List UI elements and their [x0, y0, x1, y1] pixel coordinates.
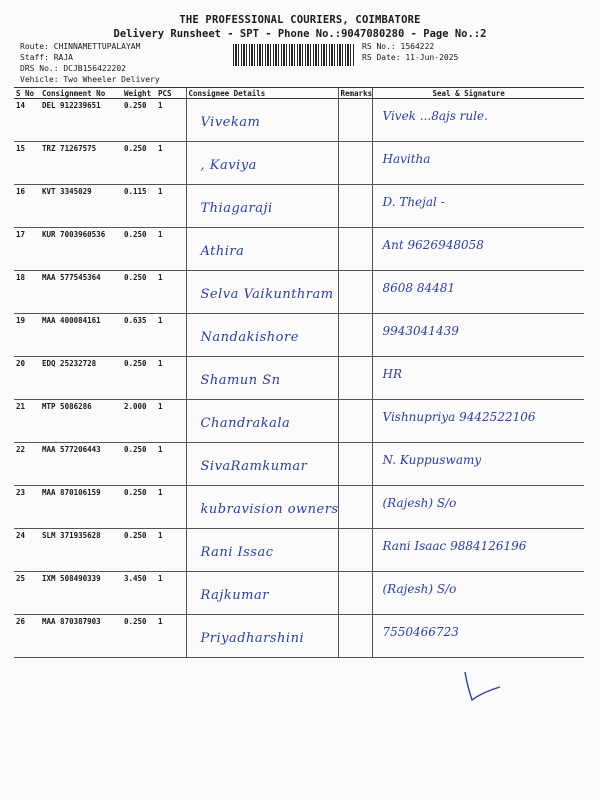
table-row [14, 142, 584, 185]
consignee-cell [186, 486, 338, 529]
consignee-handwriting: Rani Issac [200, 545, 274, 560]
sn-cell: 20 [14, 357, 40, 400]
pcs-cell: 1 [156, 400, 186, 443]
seal-cell [372, 615, 584, 658]
runsheet-table [14, 87, 584, 658]
sn-cell: 22 [14, 443, 40, 486]
rs-date: RS Date: 11-Jun-2025 [362, 53, 459, 62]
consignment-cell: MAA 577206443 [40, 443, 122, 486]
col-sno: S No [14, 88, 40, 99]
seal-cell [372, 357, 584, 400]
signature-handwriting: Vishnupriya 9442522106 [382, 410, 536, 424]
sn-cell: 26 [14, 615, 40, 658]
weight-cell: 3.450 [122, 572, 156, 615]
weight-cell: 0.250 [122, 99, 156, 142]
consignee-handwriting: Selva Vaikunthram [200, 287, 334, 302]
seal-cell [372, 142, 584, 185]
sn-cell: 21 [14, 400, 40, 443]
weight-cell: 0.250 [122, 486, 156, 529]
sn-cell: 18 [14, 271, 40, 314]
table-row [14, 185, 584, 228]
consignee-cell [186, 228, 338, 271]
consignment-cell: KVT 3345029 [40, 185, 122, 228]
meta-right [362, 41, 458, 63]
pcs-cell: 1 [156, 529, 186, 572]
consignee-cell [186, 99, 338, 142]
signature-handwriting: 8608 84481 [382, 281, 456, 295]
signature-handwriting: Ant 9626948058 [382, 238, 484, 252]
consignee-handwriting: Vivekam [200, 115, 261, 130]
table-row [14, 314, 584, 357]
table-row [14, 486, 584, 529]
signature-handwriting: HR [382, 367, 402, 381]
table-row [14, 400, 584, 443]
consignee-cell [186, 572, 338, 615]
consignment-cell: SLM 371935628 [40, 529, 122, 572]
pcs-cell: 1 [156, 185, 186, 228]
meta-left [20, 41, 160, 85]
signature-handwriting: D. Thejal - [382, 195, 445, 209]
consignee-cell [186, 142, 338, 185]
table-header-row [14, 88, 584, 99]
col-remarks: Remarks [338, 88, 372, 99]
consignee-cell [186, 185, 338, 228]
weight-cell: 0.250 [122, 443, 156, 486]
sn-cell: 15 [14, 142, 40, 185]
consignee-handwriting: Shamun Sn [200, 373, 281, 388]
weight-cell: 0.250 [122, 271, 156, 314]
staff-label: Staff: RAJA [20, 53, 73, 62]
pcs-cell: 1 [156, 142, 186, 185]
consignee-cell [186, 400, 338, 443]
route-label: Route: CHINNAMETTUPALAYAM [20, 42, 141, 51]
seal-cell [372, 529, 584, 572]
pcs-cell: 1 [156, 572, 186, 615]
consignment-cell: MTP 5086286 [40, 400, 122, 443]
consignee-cell [186, 271, 338, 314]
table-row [14, 228, 584, 271]
consignee-handwriting: SivaRamkumar [200, 459, 308, 474]
col-seal: Seal & Signature [372, 88, 584, 99]
consignment-cell: KUR 7003960536 [40, 228, 122, 271]
consignment-cell: TRZ 71267575 [40, 142, 122, 185]
sn-cell: 23 [14, 486, 40, 529]
consignee-handwriting: Thiagaraji [200, 201, 273, 216]
pcs-cell: 1 [156, 99, 186, 142]
seal-cell [372, 99, 584, 142]
sn-cell: 24 [14, 529, 40, 572]
sn-cell: 17 [14, 228, 40, 271]
consignee-handwriting: Nandakishore [200, 330, 299, 345]
weight-cell: 0.250 [122, 228, 156, 271]
pcs-cell: 1 [156, 314, 186, 357]
signature-handwriting: N. Kuppuswamy [382, 453, 482, 467]
consignment-cell: IXM 508490339 [40, 572, 122, 615]
rs-number: RS No.: 1564222 [362, 42, 435, 51]
vehicle-label: Vehicle: Two Wheeler Delivery [20, 75, 160, 84]
runsheet-title: Delivery Runsheet - SPT - Phone No.:9047080280 - Page No.:2 [113, 28, 487, 40]
weight-cell: 0.250 [122, 529, 156, 572]
table-row [14, 529, 584, 572]
barcode-image [233, 44, 355, 66]
consignee-cell [186, 529, 338, 572]
pcs-cell: 1 [156, 228, 186, 271]
sn-cell: 16 [14, 185, 40, 228]
seal-cell [372, 185, 584, 228]
signature-handwriting: (Rajesh) S/o [382, 582, 457, 596]
table-row [14, 572, 584, 615]
seal-cell [372, 271, 584, 314]
weight-cell: 0.250 [122, 142, 156, 185]
signature-handwriting: 9943041439 [382, 324, 459, 338]
seal-cell [372, 314, 584, 357]
consignee-handwriting: kubravision owners [200, 502, 339, 517]
table-row [14, 99, 584, 142]
col-consignee: Consignee Details [186, 88, 338, 99]
weight-cell: 0.635 [122, 314, 156, 357]
consignee-cell [186, 615, 338, 658]
seal-cell [372, 572, 584, 615]
weight-cell: 0.250 [122, 615, 156, 658]
consignee-handwriting: , Kaviya [200, 158, 257, 173]
consignment-cell: MAA 870387903 [40, 615, 122, 658]
seal-cell [372, 228, 584, 271]
consignment-cell: MAA 400084161 [40, 314, 122, 357]
consignee-cell [186, 357, 338, 400]
tick-mark-icon [462, 672, 502, 702]
consignment-cell: EDQ 25232728 [40, 357, 122, 400]
pcs-cell: 1 [156, 615, 186, 658]
weight-cell: 0.115 [122, 185, 156, 228]
weight-cell: 2.000 [122, 400, 156, 443]
seal-cell [372, 400, 584, 443]
sn-cell: 14 [14, 99, 40, 142]
consignee-handwriting: Rajkumar [200, 588, 269, 603]
consignee-cell [186, 314, 338, 357]
consignee-handwriting: Chandrakala [200, 416, 291, 431]
pcs-cell: 1 [156, 486, 186, 529]
pcs-cell: 1 [156, 443, 186, 486]
signature-handwriting: Rani Isaac 9884126196 [382, 539, 527, 553]
signature-handwriting: (Rajesh) S/o [382, 496, 457, 510]
signature-handwriting: 7550466723 [382, 625, 459, 639]
drs-number: DRS No.: DCJB156422202 [20, 64, 126, 73]
consignee-cell [186, 443, 338, 486]
pcs-cell: 1 [156, 271, 186, 314]
col-pcs: PCS [156, 88, 186, 99]
signature-handwriting: Vivek ...8ajs rule. [382, 109, 488, 123]
table-row [14, 271, 584, 314]
seal-cell [372, 486, 584, 529]
table-row [14, 357, 584, 400]
col-weight: Weight [122, 88, 156, 99]
sn-cell: 19 [14, 314, 40, 357]
consignment-cell: MAA 870106159 [40, 486, 122, 529]
company-title: THE PROFESSIONAL COURIERS, COIMBATORE [179, 14, 421, 26]
weight-cell: 0.250 [122, 357, 156, 400]
table-row [14, 615, 584, 658]
table-row [14, 443, 584, 486]
signature-handwriting: Havitha [382, 152, 431, 166]
consignee-handwriting: Priyadharshini [200, 631, 305, 646]
consignment-cell: MAA 577545364 [40, 271, 122, 314]
consignee-handwriting: Athira [200, 244, 245, 259]
consignment-cell: DEL 912239651 [40, 99, 122, 142]
pcs-cell: 1 [156, 357, 186, 400]
seal-cell [372, 443, 584, 486]
sn-cell: 25 [14, 572, 40, 615]
col-consignment: Consignment No [40, 88, 122, 99]
